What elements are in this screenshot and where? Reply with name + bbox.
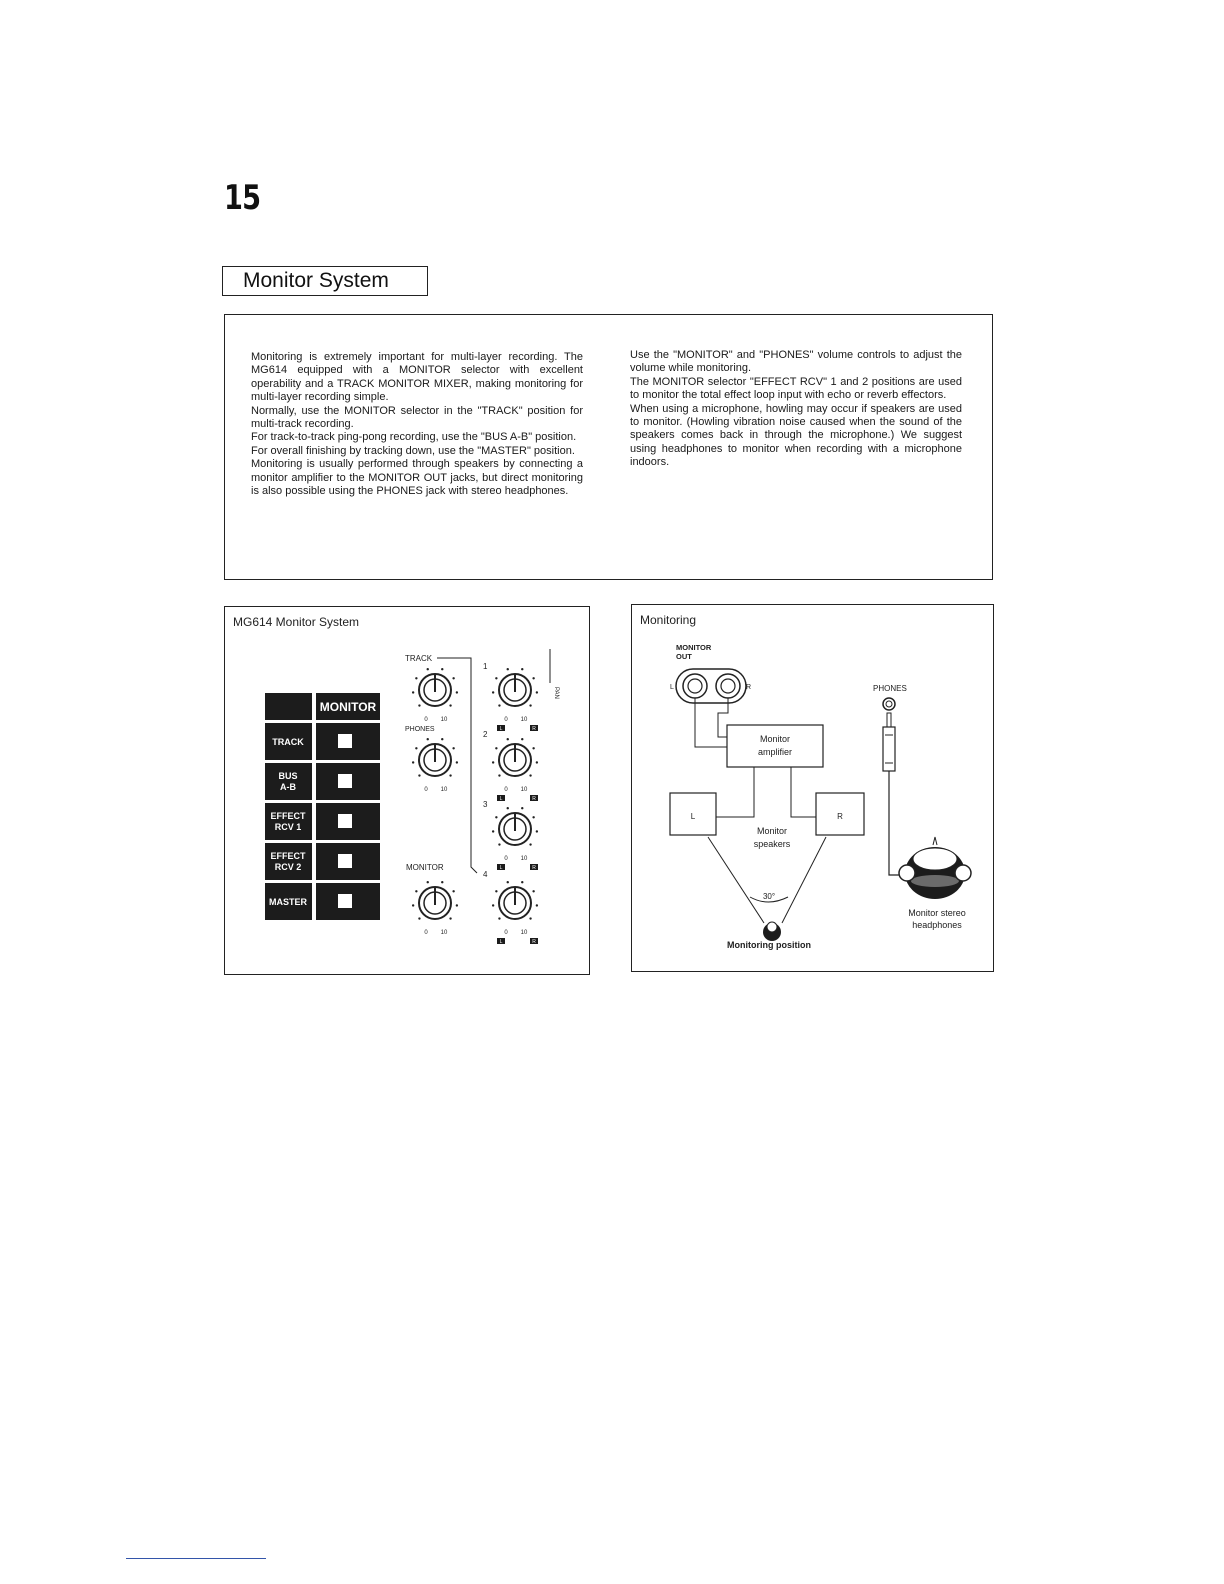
listening-line xyxy=(708,837,764,923)
headphones-icon xyxy=(899,837,971,899)
pan-left-label: L xyxy=(499,726,503,732)
jack-left xyxy=(683,674,707,698)
selector-button[interactable] xyxy=(338,854,352,868)
scale-min-label: 0 xyxy=(504,717,508,723)
phones-knob-label: PHONES xyxy=(405,726,435,733)
paragraph: Monitoring is usually performed through speakers by connecting a monitor amplifier to the MONITOR OUT jacks, but direct monitoring is also possible using the PHONES jack with stereo headphones. xyxy=(251,458,583,498)
speaker-cable xyxy=(716,767,754,817)
pan-right-label: R xyxy=(532,726,536,732)
monitor-out-label: OUT xyxy=(676,652,692,661)
phones-jack xyxy=(883,698,895,710)
speakers-label: Monitor xyxy=(756,826,788,836)
channel-1-knob[interactable] xyxy=(492,668,538,732)
channel-number: 4 xyxy=(483,870,488,879)
figure-caption: MG614 Monitor System xyxy=(233,615,360,629)
track-knob-label: TRACK xyxy=(405,654,433,663)
page-number: 15 xyxy=(224,178,261,218)
selector-button[interactable] xyxy=(338,894,352,908)
scale-max-label: 10 xyxy=(520,930,528,936)
selector-label: A-B xyxy=(280,782,296,792)
footer-rule xyxy=(126,1558,266,1559)
monitoring-position-label: Monitoring position xyxy=(727,940,811,950)
speaker-right-label: R xyxy=(837,812,843,821)
selector-row-master xyxy=(265,883,380,920)
phones-label: PHONES xyxy=(873,684,907,693)
scale-min-label: 0 xyxy=(504,856,508,862)
selector-button[interactable] xyxy=(338,774,352,788)
section-title: Monitor System xyxy=(222,266,428,296)
selector-label: EFFECT xyxy=(270,851,306,861)
selector-label: RCV 2 xyxy=(274,862,302,872)
speaker-left-label: L xyxy=(690,812,696,821)
cable xyxy=(695,698,727,747)
channel-3-knob[interactable] xyxy=(492,807,538,871)
monitor-knob-label: MONITOR xyxy=(406,863,444,872)
pan-label: PAN xyxy=(553,687,559,699)
pan-right-label: R xyxy=(532,939,536,945)
headphones-label: headphones xyxy=(912,920,962,930)
left-column xyxy=(251,351,583,498)
paragraph: Normally, use the MONITOR selector in the "TRACK" position for multi-track recording. xyxy=(251,404,583,431)
scale-max-label: 10 xyxy=(440,717,448,723)
headphones-label: Monitor stereo xyxy=(908,908,966,918)
scale-min-label: 0 xyxy=(504,787,508,793)
monitoring-figure xyxy=(631,604,994,972)
pan-right-label: R xyxy=(532,865,536,871)
scale-max-label: 10 xyxy=(520,717,528,723)
pan-left-label: L xyxy=(499,939,503,945)
monitoring-diagram xyxy=(632,605,995,973)
monitor-level-knob[interactable] xyxy=(412,881,458,936)
track-level-knob[interactable] xyxy=(412,668,458,723)
speakers-label: speakers xyxy=(753,839,791,849)
selector-label: MASTER xyxy=(269,897,307,907)
amplifier-label: amplifier xyxy=(757,747,793,757)
amplifier-label: Monitor xyxy=(759,734,791,744)
jack-right-label: R xyxy=(746,684,752,691)
channel-4-knob[interactable] xyxy=(492,881,538,945)
paragraph: The MONITOR selector "EFFECT RCV" 1 and 2 positions are used to monitor the total effect loop input with echo or reverb effectors. xyxy=(630,375,962,402)
scale-min-label: 0 xyxy=(424,787,428,793)
scale-max-label: 10 xyxy=(520,787,528,793)
scale-min-label: 0 xyxy=(424,717,428,723)
pan-right-label: R xyxy=(532,796,536,802)
headphone-plug xyxy=(883,713,895,771)
scale-min-label: 0 xyxy=(424,930,428,936)
selector-header: MONITOR xyxy=(319,700,377,714)
scale-max-label: 10 xyxy=(440,930,448,936)
selector-blank-cell xyxy=(265,693,312,720)
right-column xyxy=(630,349,962,470)
selector-row-effect-rcv2 xyxy=(265,843,380,880)
selector-label: EFFECT xyxy=(270,811,306,821)
scale-max-label: 10 xyxy=(520,856,528,862)
monitor-out-label: MONITOR xyxy=(676,643,712,652)
paragraph: When using a microphone, howling may occur if speakers are used to monitor. (Howling vibration noise caused when the sound of the speakers comes back in through the microphone.) We suggest using headphones to monitor when recording with a microphone indoors. xyxy=(630,402,962,469)
scale-max-label: 10 xyxy=(440,787,448,793)
paragraph: For overall finishing by tracking down, use the "MASTER" position. xyxy=(251,444,575,457)
figure-caption: Monitoring xyxy=(640,613,697,627)
jack-left-label: L xyxy=(670,684,674,691)
angle-label: 30° xyxy=(762,892,776,901)
description-box xyxy=(224,314,993,580)
selector-row-effect-rcv1 xyxy=(265,803,380,840)
jack-right xyxy=(716,674,740,698)
selector-label: TRACK xyxy=(272,737,304,747)
monitor-system-figure xyxy=(224,606,590,975)
listening-line xyxy=(782,837,826,923)
selector-label: RCV 1 xyxy=(274,822,302,832)
channel-number: 2 xyxy=(483,730,488,739)
monitor-panel-diagram xyxy=(225,607,591,976)
phones-level-knob[interactable] xyxy=(412,738,458,793)
selector-row-track xyxy=(265,723,380,760)
selector-button[interactable] xyxy=(338,734,352,748)
selector-label: BUS xyxy=(278,771,298,781)
selector-row-bus-ab xyxy=(265,763,380,800)
scale-min-label: 0 xyxy=(504,930,508,936)
channel-number: 1 xyxy=(483,662,488,671)
selector-button[interactable] xyxy=(338,814,352,828)
channel-2-knob[interactable] xyxy=(492,738,538,802)
paragraph: Use the "MONITOR" and "PHONES" volume controls to adjust the volume while monitoring. xyxy=(630,349,962,375)
pan-left-label: L xyxy=(499,796,503,802)
pan-left-label: L xyxy=(499,865,503,871)
headphone-cable xyxy=(889,771,902,875)
listener-icon xyxy=(763,922,781,941)
paragraph: For track-to-track ping-pong recording, use the "BUS A-B" position. xyxy=(251,431,577,444)
speaker-cable xyxy=(791,767,816,817)
channel-number: 3 xyxy=(483,800,488,809)
monitor-amplifier xyxy=(727,725,823,767)
paragraph: Monitoring is extremely important for multi-layer recording. The MG614 equipped with a MONITOR selector with excellent operability and a TRACK MONITOR MIXER, making monitoring for multi-layer recording simple. xyxy=(251,351,583,404)
